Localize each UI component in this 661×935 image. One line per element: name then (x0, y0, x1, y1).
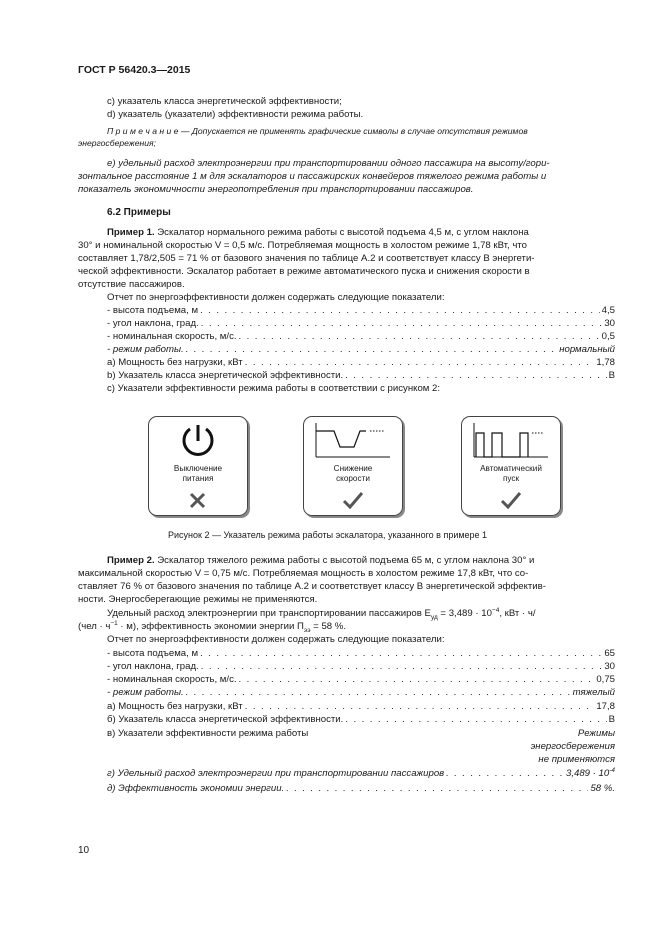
example2-label: Пример 2. (107, 555, 155, 566)
page-number: 10 (78, 845, 90, 856)
item-v-value-3: не применяются (538, 754, 615, 765)
example1-line-1 (107, 226, 529, 239)
example2-report-intro: Отчет по энергоэффективности должен содержать следующие показатели: (107, 634, 445, 645)
report-row: b) Указатель класса энергетической эффективности. . . . В (107, 369, 615, 382)
indicator-label-line-1: Выключение (173, 464, 223, 473)
example1-text-1: Эскалатор нормального режима работы с высотой подъема 4,5 м, с углом наклона (154, 227, 529, 238)
check-icon (304, 417, 402, 515)
report-row: - высота подъема, м . . . 4,5 (107, 304, 615, 317)
report-row: - номинальная скорость, м/с. . . . 0,75 (107, 673, 615, 686)
example2-item-v: в) Указатели эффективности режима работы (107, 728, 309, 739)
example1-label: Пример 1. (107, 227, 155, 238)
item-e-line-2: зонтальное расстояние 1 м для эскалаторов и пассажирских конвейеров тяжелого режима работы и (78, 171, 547, 182)
item-d: d) указатель (указатели) эффективности режима работы. (107, 109, 364, 120)
example2-text-1: Эскалатор тяжелого режима работы с высотой подъема 65 м, с углом наклона 30° и (154, 555, 535, 566)
example2-line-4: ности. Энергосберегающие режимы не применяются. (78, 594, 318, 605)
example1-line-4: ческой эффективности. Эскалатор работает в режиме автоматического пуска и снижения скорости в (78, 266, 530, 277)
report-row: а) Мощность без нагрузки, кВт . . . 1,78 (107, 356, 615, 369)
document-id: ГОСТ Р 56420.3—2015 (78, 64, 191, 76)
report-row: б) Указатель класса энергетической эффективности. . . . В (107, 713, 615, 726)
report-row: - высота подъема, м . . . 65 (107, 647, 615, 660)
indicator-label-line-2: скорости (336, 474, 370, 483)
item-e-line-3: показатель экономичности энергопотребления при транспортировании пассажиров. (78, 184, 474, 195)
example2-energy-line-2: $(чел \cdot ч^{-1} \cdot м)$, эффективность экономии энергии $П_{ээ} = 58$ %. (78, 619, 346, 634)
item-v-value-2: энергосбережения (530, 741, 615, 752)
indicator-speed-reduction (303, 416, 403, 516)
note-label: П р и м е ч а н и е (107, 126, 179, 136)
indicator-label-line-2: пуск (502, 474, 520, 483)
example2-line-2: максимальной скоростью V = 0,75 м/с. Потребляемая мощность в холостом режиме 17,8 кВт, что со- (78, 568, 529, 579)
report-row: а) Мощность без нагрузки, кВт . . . 17,8 (107, 700, 615, 713)
example1-line-2: 30° и номинальной скоростью V = 0,5 м/с. Потребляемая мощность в холостом режиме 1,78 кВт, что (78, 240, 527, 251)
example2-energy-line-1: Удельный расход электроэнергии при транспортировании пассажиров $E_{уд} = 3,489 \cdot 10^{-4}$, кВт · ч/ (107, 606, 536, 621)
report-row-d: д) Эффективность экономии энергии. . . . 58 %. (107, 782, 615, 795)
note-line-2: энергосбережения; (78, 138, 156, 148)
example2-line-1 (107, 554, 534, 567)
indicator-power-off (148, 416, 248, 516)
item-v-value-1: Режимы (577, 728, 615, 739)
figure-caption: Рисунок 2 — Указатель режима работы эскалатора, указанного в примере 1 (168, 530, 488, 540)
report-row: - режим работы. . . . нормальный (107, 343, 615, 356)
report-row: - режим работы. . . . тяжелый (107, 686, 615, 699)
report-row: - угол наклона, град. . . . 30 (107, 317, 615, 330)
indicator-label-line-1: Снижение (333, 464, 373, 473)
indicator-label-line-1: Автоматический (480, 464, 542, 473)
note-text: — Допускается не применять графические символы в случае отсутствия режимов (178, 126, 528, 136)
report-row-g: г) Удельный расход электроэнергии при транспортировании пассажиров . . . $3,489 \cdot 10^{-4}$ (107, 767, 615, 780)
check-icon (462, 417, 560, 515)
cross-icon (149, 417, 247, 515)
example1-line-5: отсутствие пассажиров. (78, 279, 185, 290)
example1-line-3: составляет 1,78/2,505 = 71 % от базового значения по таблице А.2 и соответствует классу В энергети- (78, 253, 535, 264)
example1-item-c: с) Указатели эффективности режима работы в соответствии с рисунком 2: (107, 383, 441, 394)
report-row: - угол наклона, град. . . . 30 (107, 660, 615, 673)
indicator-auto-start (461, 416, 561, 516)
section-title: 6.2 Примеры (107, 207, 171, 218)
note-line-1 (107, 125, 528, 138)
report-row: - номинальная скорость, м/с. . . . 0,5 (107, 330, 615, 343)
indicator-label-line-2: питания (182, 474, 214, 483)
item-c: c) указатель класса энергетической эффективности; (107, 96, 342, 107)
example2-line-3: ставляет 76 % от базового значения по таблице А.2 и соответствует классу В энергетической эффектив- (78, 581, 546, 592)
example1-report-intro: Отчет по энергоэффективности должен содержать следующие показатели: (107, 292, 445, 303)
item-e-line-1: е) удельный расход электроэнергии при транспортировании одного пассажира на высоту/гори- (107, 158, 550, 169)
